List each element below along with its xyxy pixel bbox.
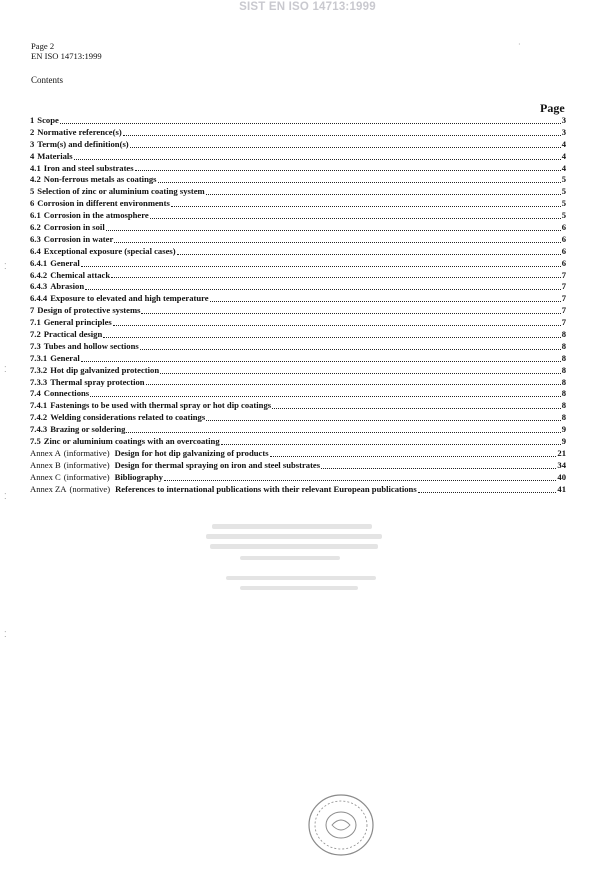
toc-dot-leader: [85, 289, 561, 290]
toc-entry-title: Connections: [43, 388, 90, 399]
toc-annex-kind: (normative): [69, 483, 111, 494]
toc-dot-leader: [81, 266, 561, 267]
toc-entry-number: Annex B: [30, 459, 61, 470]
toc-entry[interactable]: [30, 198, 566, 210]
toc-entry[interactable]: [30, 281, 566, 293]
toc-entry[interactable]: [30, 222, 566, 234]
toc-dot-leader: [177, 254, 561, 255]
toc-entry[interactable]: [30, 341, 566, 353]
toc-entry-number: 7.4: [30, 388, 41, 399]
toc-page-number: 8: [561, 364, 566, 375]
toc-annex-kind: (informative): [63, 471, 110, 482]
toc-entry-title: Tubes and hollow sections: [43, 340, 139, 351]
toc-entry-number: 6.3: [30, 233, 41, 244]
toc-page-number: 7: [561, 317, 566, 328]
toc-page-number: 34: [557, 459, 566, 470]
toc-page-number: 3: [561, 126, 566, 137]
toc-entry[interactable]: [30, 388, 566, 400]
toc-page-number: 7: [561, 293, 566, 304]
toc-dot-leader: [113, 325, 561, 326]
toc-entry-title: Hot dip galvanized protection: [50, 364, 160, 375]
toc-entry-title: Design for hot dip galvanizing of products: [114, 447, 269, 458]
toc-entry-title: Abrasion: [50, 281, 85, 292]
toc-entry-number: 7.4.1: [30, 400, 48, 411]
scan-speck: ⁚: [4, 630, 7, 639]
toc-entry[interactable]: [30, 234, 566, 246]
toc-entry-number: Annex ZA: [30, 483, 67, 494]
toc-entry-title: Practical design: [43, 329, 103, 340]
toc-entry-title: Exceptional exposure (special cases): [43, 245, 176, 256]
toc-page-number: 5: [561, 210, 566, 221]
toc-dot-leader: [206, 420, 561, 421]
toc-entry-number: 2: [30, 126, 35, 137]
toc-entry-number: Annex A: [30, 447, 61, 458]
toc-entry-number: 6.4: [30, 245, 41, 256]
toc-dot-leader: [270, 456, 557, 457]
toc-page-number: 8: [561, 376, 566, 387]
toc-dot-leader: [130, 147, 561, 148]
toc-dot-leader: [103, 337, 560, 338]
toc-dot-leader: [160, 373, 561, 374]
table-of-contents: [30, 115, 566, 496]
toc-entry-title: Chemical attack: [50, 269, 111, 280]
toc-page-number: 21: [557, 447, 566, 458]
toc-entry[interactable]: [30, 329, 566, 341]
toc-page-number: 9: [561, 436, 566, 447]
toc-entry[interactable]: [30, 210, 566, 222]
toc-dot-leader: [146, 384, 561, 385]
toc-entry[interactable]: [30, 163, 566, 175]
toc-dot-leader: [158, 182, 561, 183]
toc-entry-number: 7.2: [30, 329, 41, 340]
toc-page-number: 41: [557, 483, 566, 494]
toc-entry[interactable]: [30, 293, 566, 305]
toc-entry-number: 6.1: [30, 210, 41, 221]
toc-dot-leader: [418, 492, 557, 493]
toc-dot-leader: [60, 123, 561, 124]
toc-entry-number: 7.5: [30, 436, 41, 447]
scan-speck: ⁚: [4, 262, 7, 271]
toc-entry-number: 4.2: [30, 174, 41, 185]
toc-entry-number: 6.4.3: [30, 281, 48, 292]
toc-entry-title: References to international publications with their relevant European publications: [115, 483, 417, 494]
faded-stamp-impression: [200, 520, 400, 600]
toc-entry-title: General: [50, 257, 80, 268]
toc-annex-entry[interactable]: [30, 460, 566, 472]
toc-entry-number: 6.4.2: [30, 269, 48, 280]
toc-entry[interactable]: [30, 424, 566, 436]
scan-speck: ⁚: [4, 365, 7, 374]
toc-entry[interactable]: [30, 174, 566, 186]
toc-entry-title: Thermal spray protection: [50, 376, 145, 387]
toc-entry-number: 7.4.2: [30, 412, 48, 423]
toc-entry-title: Corrosion in water: [43, 233, 114, 244]
toc-entry[interactable]: [30, 365, 566, 377]
toc-page-number: 7: [561, 281, 566, 292]
toc-page-number: 8: [561, 352, 566, 363]
toc-entry-title: Normative reference(s): [37, 126, 122, 137]
toc-entry[interactable]: [30, 127, 566, 139]
toc-page-number: 5: [561, 198, 566, 209]
toc-entry-title: Scope: [37, 115, 59, 125]
toc-entry-number: 7.1: [30, 317, 41, 328]
toc-annex-entry[interactable]: [30, 484, 566, 496]
toc-entry-title: Term(s) and definition(s): [37, 138, 129, 149]
toc-entry-title: General: [50, 352, 80, 363]
toc-entry-title: Design of protective systems: [37, 305, 141, 316]
toc-entry[interactable]: [30, 186, 566, 198]
scan-speck: ⁚: [4, 492, 7, 501]
toc-annex-kind: (informative): [63, 459, 110, 470]
toc-page-number: 3: [561, 115, 566, 125]
toc-entry-number: 6.4.4: [30, 293, 48, 304]
toc-entry[interactable]: [30, 353, 566, 365]
toc-dot-leader: [171, 206, 561, 207]
toc-page-number: 8: [561, 329, 566, 340]
toc-page-number: 5: [561, 186, 566, 197]
toc-entry-title: Brazing or soldering: [50, 424, 126, 435]
toc-page-number: 6: [561, 245, 566, 256]
page-number: Page 2: [31, 41, 55, 51]
toc-entry-number: Annex C: [30, 471, 61, 482]
toc-page-number: 4: [561, 162, 566, 173]
toc-entry-number: 6.2: [30, 222, 41, 233]
toc-entry-number: 3: [30, 138, 35, 149]
toc-entry-number: 7: [30, 305, 35, 316]
toc-entry[interactable]: [30, 412, 566, 424]
toc-page-number: 5: [561, 174, 566, 185]
toc-entry[interactable]: [30, 377, 566, 389]
toc-dot-leader: [140, 349, 561, 350]
toc-entry-title: Corrosion in soil: [43, 222, 105, 233]
toc-entry-number: 6: [30, 198, 35, 209]
toc-page-number: 8: [561, 400, 566, 411]
toc-dot-leader: [221, 444, 561, 445]
toc-dot-leader: [111, 277, 561, 278]
toc-entry-title: Non-ferrous metals as coatings: [43, 174, 157, 185]
toc-entry-title: Bibliography: [114, 471, 163, 482]
toc-entry-number: 1: [30, 115, 35, 125]
toc-page-number: 4: [561, 138, 566, 149]
watermark: SIST EN ISO 14713:1999: [239, 1, 376, 13]
toc-dot-leader: [321, 468, 556, 469]
toc-dot-leader: [272, 408, 561, 409]
standard-id: EN ISO 14713:1999: [31, 51, 102, 61]
toc-dot-leader: [150, 218, 561, 219]
toc-entry-title: Selection of zinc or aluminium coating system: [37, 186, 205, 197]
scan-speck: ·: [518, 40, 521, 49]
toc-page-number: 9: [561, 424, 566, 435]
toc-entry[interactable]: [30, 270, 566, 282]
toc-page-number: 6: [561, 233, 566, 244]
toc-dot-leader: [123, 135, 561, 136]
toc-entry[interactable]: [30, 436, 566, 448]
toc-entry-title: General principles: [43, 317, 112, 328]
toc-entry-number: 7.3: [30, 340, 41, 351]
toc-page-number: 40: [557, 471, 566, 482]
toc-entry-title: Corrosion in different environments: [37, 198, 170, 209]
toc-dot-leader: [90, 396, 561, 397]
toc-entry-number: 7.3.3: [30, 376, 48, 387]
toc-page-number: 8: [561, 388, 566, 399]
toc-entry[interactable]: [30, 151, 566, 163]
toc-entry-number: 4.1: [30, 162, 41, 173]
toc-entry-title: Fastenings to be used with thermal spray or hot dip coatings: [50, 400, 272, 411]
toc-dot-leader: [206, 194, 561, 195]
page-header: [31, 41, 102, 61]
toc-entry-number: 7.3.1: [30, 352, 48, 363]
toc-dot-leader: [141, 313, 560, 314]
toc-page-number: 4: [561, 150, 566, 161]
toc-entry-title: Materials: [37, 150, 73, 161]
toc-entry-title: Corrosion in the atmosphere: [43, 210, 149, 221]
contents-title: Contents: [31, 75, 64, 85]
toc-dot-leader: [74, 159, 561, 160]
toc-entry-number: 7.3.2: [30, 364, 48, 375]
toc-dot-leader: [106, 230, 561, 231]
toc-annex-kind: (informative): [63, 447, 110, 458]
toc-entry[interactable]: [30, 305, 566, 317]
toc-dot-leader: [135, 170, 561, 171]
toc-entry[interactable]: [30, 258, 566, 270]
toc-entry-number: 4: [30, 150, 35, 161]
toc-entry-number: 6.4.1: [30, 257, 48, 268]
toc-entry-number: 5: [30, 186, 35, 197]
toc-page-number: 7: [561, 269, 566, 280]
toc-entry[interactable]: [30, 115, 566, 127]
toc-entry-title: Welding considerations related to coatings: [50, 412, 206, 423]
toc-dot-leader: [114, 242, 560, 243]
toc-dot-leader: [126, 432, 560, 433]
toc-annex-entry[interactable]: [30, 448, 566, 460]
toc-page-number: 6: [561, 222, 566, 233]
toc-entry-number: 7.4.3: [30, 424, 48, 435]
toc-entry[interactable]: [30, 246, 566, 258]
toc-dot-leader: [210, 301, 561, 302]
toc-page-number: 6: [561, 257, 566, 268]
toc-entry-title: Zinc or aluminium coatings with an overcoating: [43, 436, 220, 447]
seal-stamp: [306, 792, 376, 858]
toc-dot-leader: [164, 480, 557, 481]
toc-entry[interactable]: [30, 317, 566, 329]
toc-dot-leader: [81, 361, 561, 362]
toc-page-number: 8: [561, 340, 566, 351]
toc-entry-title: Design for thermal spraying on iron and steel substrates: [114, 459, 321, 470]
toc-entry-title: Iron and steel substrates: [43, 162, 134, 173]
toc-page-number: 8: [561, 412, 566, 423]
toc-entry-title: Exposure to elevated and high temperature: [50, 293, 209, 304]
toc-entry[interactable]: [30, 139, 566, 151]
toc-page-number: 7: [561, 305, 566, 316]
page-column-heading: Page: [540, 101, 565, 115]
toc-annex-entry[interactable]: [30, 472, 566, 484]
toc-entry[interactable]: [30, 400, 566, 412]
